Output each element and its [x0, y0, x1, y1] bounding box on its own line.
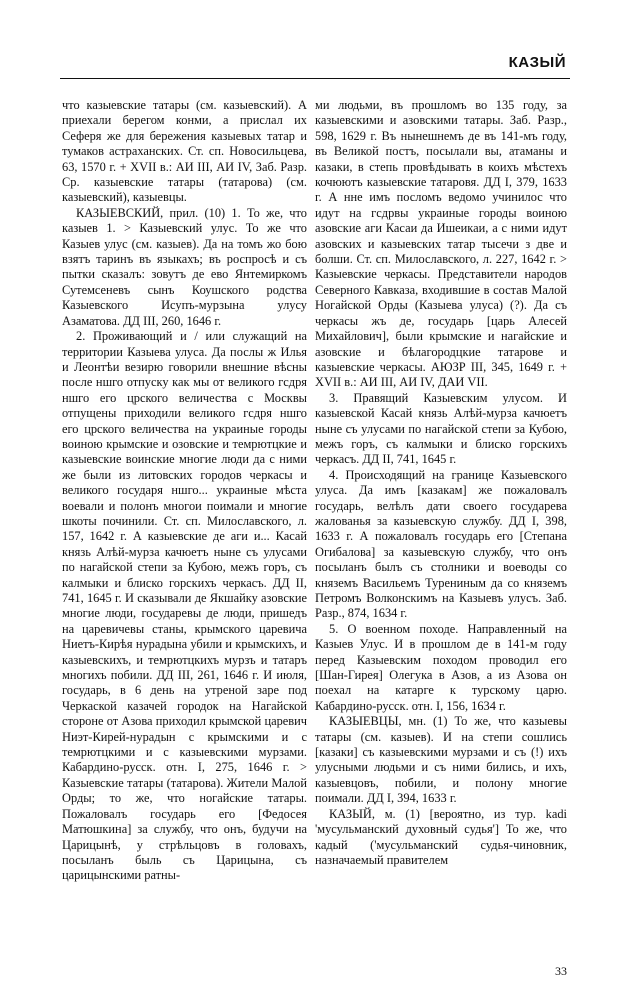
paragraph: 4. Происходящий на границе Казыевского улуса. Да имъ [казакам] же пожаловалъ государь, велѣлъ дати своего государева жалованья за казыевскую службу. ДД I, 398, 1633 г. А пожаловалъ государь его [Степана Огибалова] за казыевскую службу, что онъ посыланъ былъ съ столники и воеводы со княземъ Васильемъ Турениным да со княземъ Петромъ Волконскимъ на Казыевъ улусъ. Заб. Разр., 874, 1634 г.: [315, 467, 567, 621]
paragraph: 3. Правящий Казыевским улусом. И казыевской Касай князь Алѣй-мурза качюетъ ныне съ улусами по нагайской степи за Кубою, межъ горъ, съ калмыки и блиско горскихъ черкасъ. ДД II, 741, 1645 г.: [315, 390, 567, 467]
page-number: 33: [555, 964, 567, 978]
dictionary-entry: КАЗЫЙ, м. (1) [вероятно, из тур. kadi 'мусульманский духовный судья'] То же, что кадый ('мусульманский судья-чиновник, назначаемый правителем: [315, 806, 567, 867]
left-column: [62, 98, 307, 884]
paragraph: что казыевские татары (см. казыевский). А приехали берегом конми, а прислал их Сеферя же для бережения казыевых татар и тумаков астраханских. Ст. сп. Новосильцева, 63, 1570 г. + XVII в.: АИ III, АИ IV, Заб. Разр. Ср. казыевские татары (татарова) (см. казыевский), казыевцы.: [62, 98, 307, 205]
paragraph: ми людьми, въ прошломъ во 135 году, за казыевскими и азовскими татары. Заб. Разр., 598, 1629 г. Въ нынешнемъ де въ 141-мъ году, въ Великой постъ, посылали вы, атаманы и казаки, в степь провѣдывать в коихъ мѣстехъ кочюютъ казыевские татаровя. ДД I, 379, 1633 г. А нне имъ посломъ ведомо учинилос что идут на гсдрвы украиные городы воиною азовские аги Касаи да Ишеикаи, а с ними идут азовских и казыевских татар тысечи з две и болши. Ст. сп. Милославского, л. 227, 1642 г. > Казыевские черкасы. Представители народов Северного Кавказа, входившие в состав Малой Ногайской Орды (Казыева улуса) (?). Да съ черкасы жъ де, государь [царь Алесей Михайлович], были крымские и нагайские и азовские и бѣлагородцкие татарове и казыевские черкасы. АЮЗР III, 345, 1649 г. + XVII в.: АИ III, АИ IV, ДАИ VII.: [315, 98, 567, 390]
paragraph: 2. Проживающий и / или служащий на территории Казыева улуса. Да послы ж Илья и Леонтѣи везирю говорили внешние вѣсны после ншго отпуску как мы от великого гсдря ншго его црского величества с Москвы отпущены приходили великого гсдря ншго его црского величества на украиные городы воиною крымские и озовские и темрютцкие и казыевские воинские многие люди да с ними же были из литовских городов черкасы и великого государя ншго... украиные мѣста воевали и полонъ многои поимали и многие шкоты починили. Ст. сп. Милославского, л. 157, 1642 г. А казыевские де аги и... Касай князь Алѣй-мурза качюетъ ныне съ улусами по нагайской степи за Кубою, межъ горъ, съ калмыки и блиско горскихъ черкасъ. ДД II, 741, 1645 г. И сказывали де Якшайку азовские многие люди, государевы де люди, пришедъ на царевичевы станы, крымского царевича Ниетъ-Кирѣя нурадына убили и крымскихъ, и казыевскихъ, и темрютцкихъ мурзъ и татаръ многихъ побили. ДД III, 261, 1646 г. И июля, государь, в 6 день на утреной заре под Черкаской казачей городок на Нагайской стороне от Азова приходил крымской царевич Ниэт-Кирей-нурадын с крымскими и с темрютцкими и с казыевскими мурзами. Кабардино-русск. отн. I, 275, 1646 г. > Казыевские татары (татарова). Жители Малой Орды; то же, что ногайские татары. Пожаловалъ государь его [Федосея Матюшкина] за службу, что онъ, будучи на Царицынѣ, у стрѣльцовъ в головахъ, посыланъ быль съ Царицына, съ царицынскими ратны-: [62, 329, 307, 883]
dictionary-entry: КАЗЫЕВСКИЙ, прил. (10) 1. То же, что казыев 1. > Казыевский улус. То же что Казыев улус (см. казыев). Да на томъ жо бою взятъ таринъ въ языкахъ; въ роспросѣ и съ пытки сказалъ: зовутъ де ево Янтемиркомъ Сутемсеневъ сынъ Коушского родства Казыевского Исупъ-мурзына улусу Азаматова. ДД III, 260, 1646 г.: [62, 205, 307, 328]
running-head-title: КАЗЫЙ: [508, 54, 566, 71]
running-header: [60, 52, 570, 79]
right-column: [315, 98, 567, 868]
dictionary-entry: КАЗЫЕВЦЫ, мн. (1) То же, что казыевы татары (см. казыев). И на степи сошлись [казаки] съ казыевскими мурзами и съ (!) ихъ улусными людьми и съ ними бились, и ихъ, казыевцовъ, побили, и полону многие поимали. ДД I, 394, 1633 г.: [315, 714, 567, 806]
paragraph: 5. О военном походе. Направленный на Казыев Улус. И в прошлом де в 141-м году перед Казыевским походом проводил его [Шан-Гирея] Олегука в Азов, а из Азова он поехал на катарге к турскому царю. Кабардино-русск. отн. I, 156, 1634 г.: [315, 621, 567, 713]
